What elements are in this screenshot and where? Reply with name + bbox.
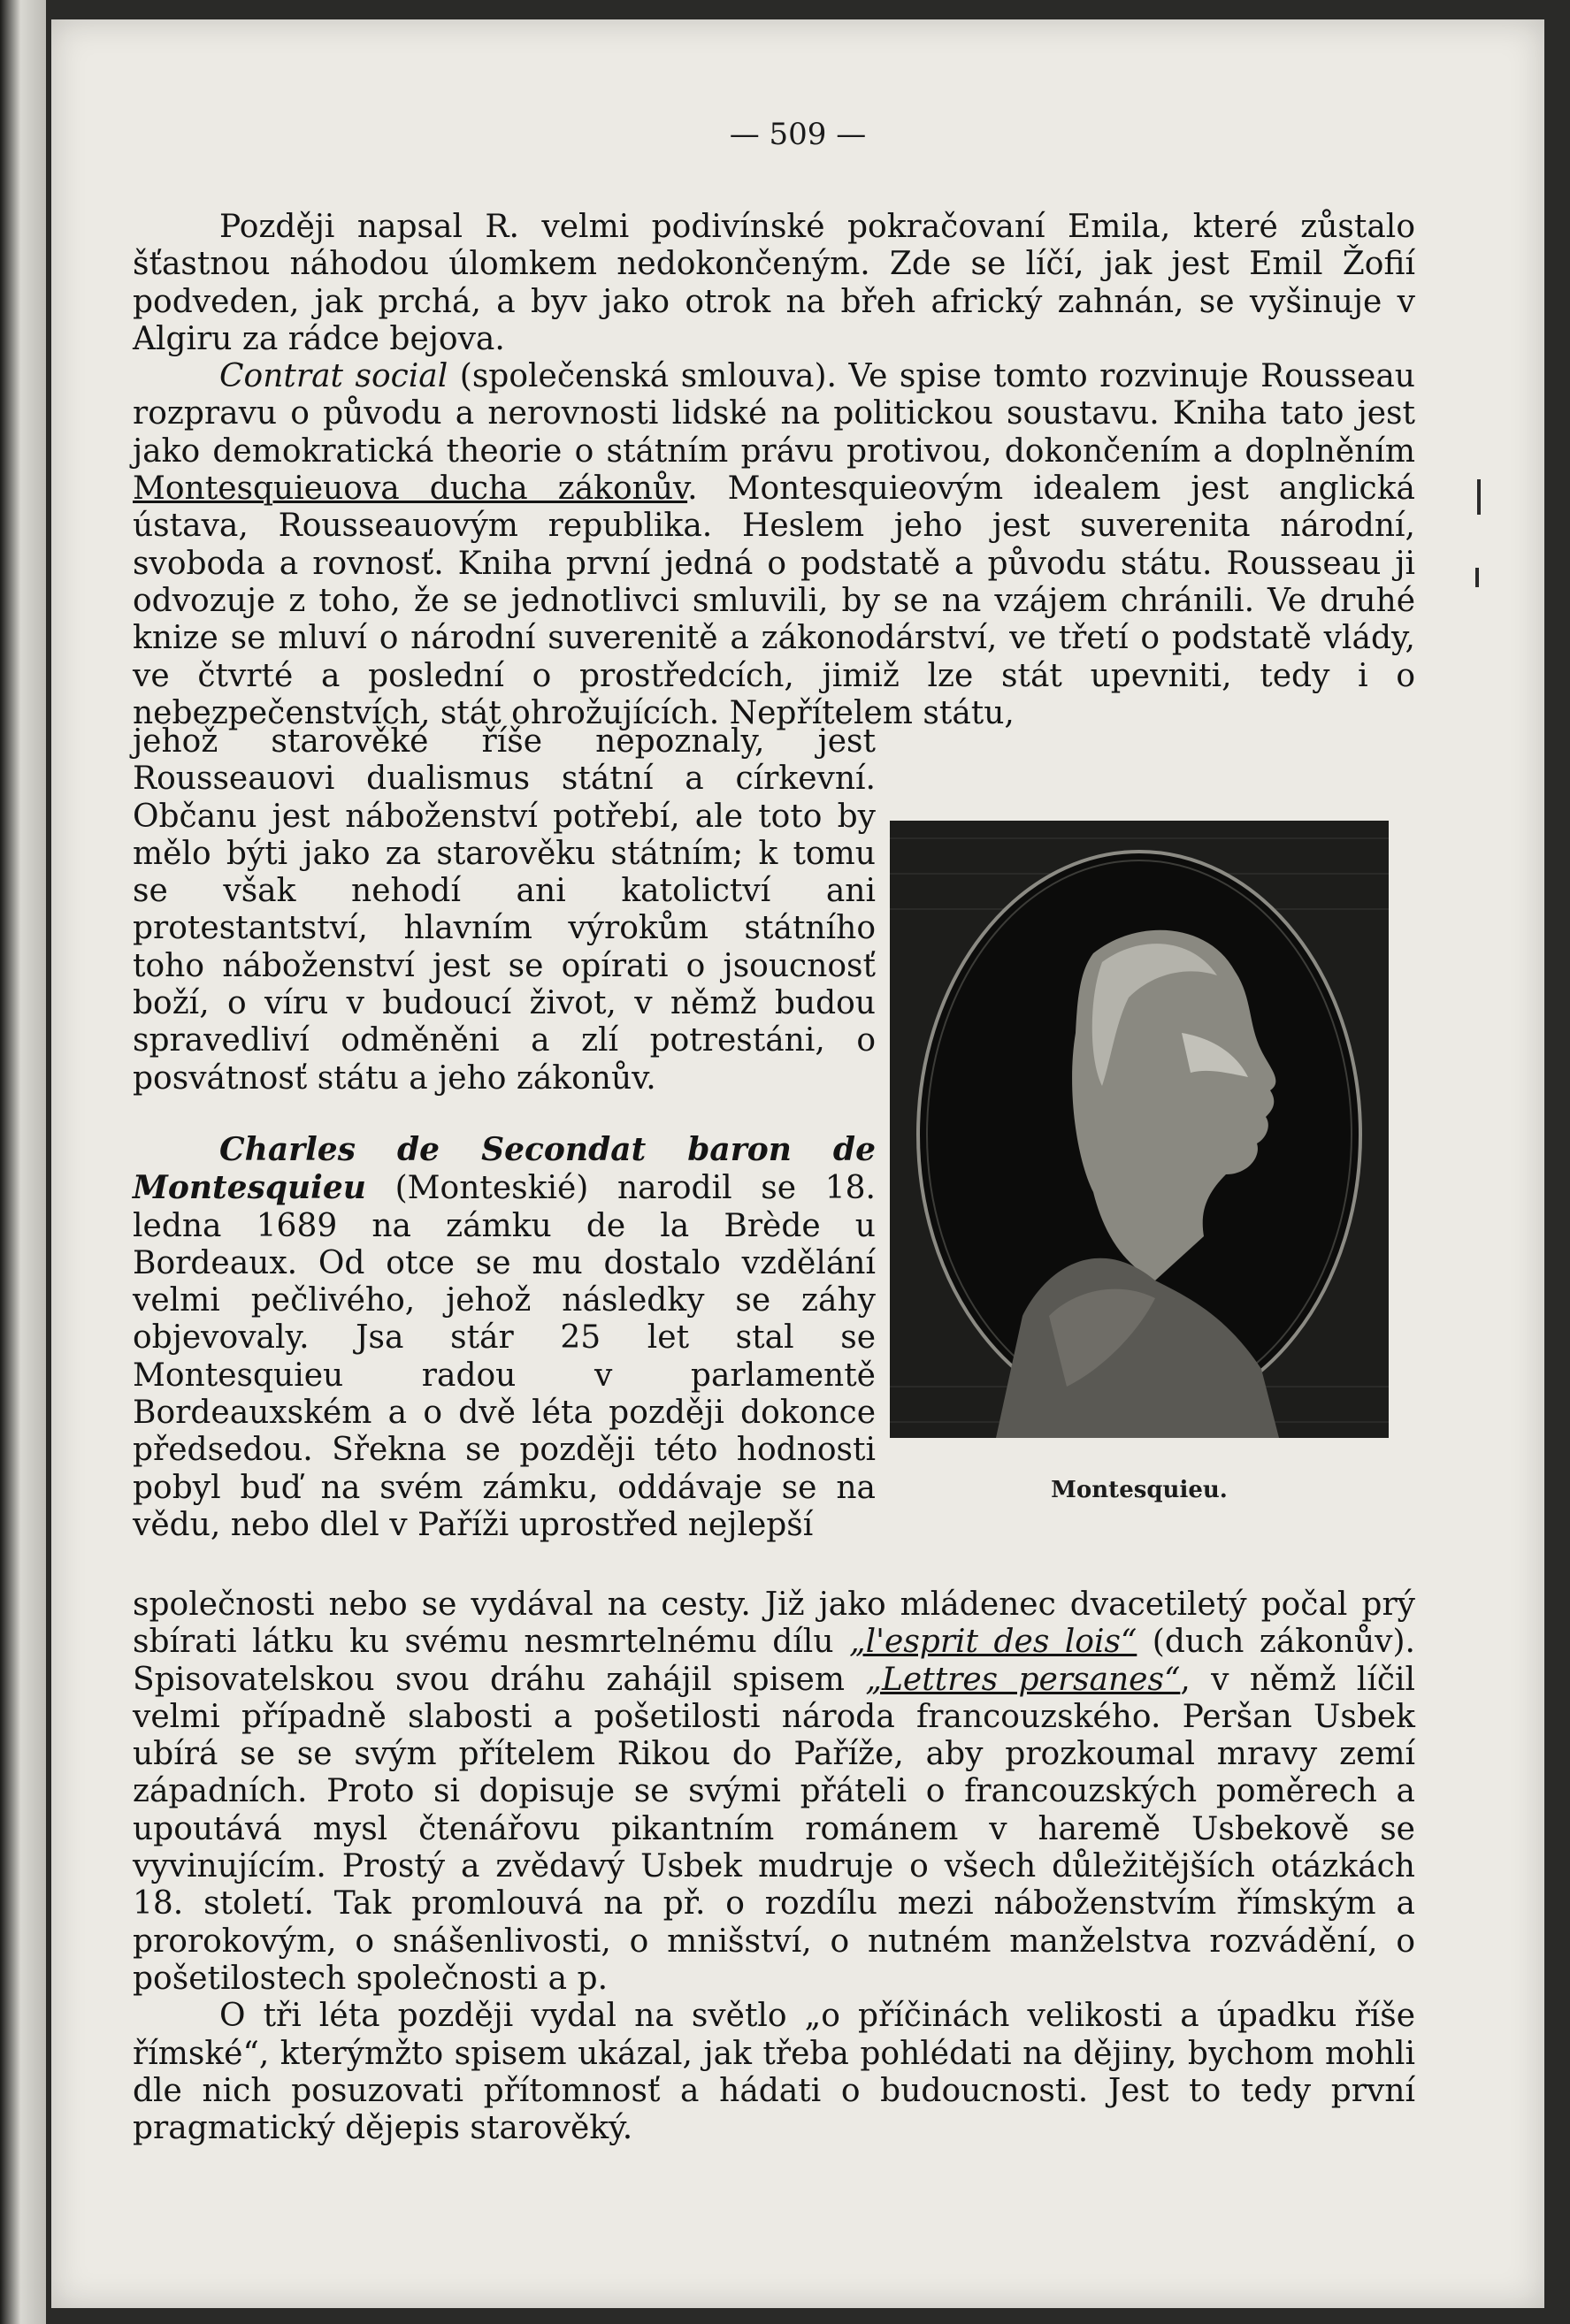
montesquieu-portrait [890,821,1389,1438]
top-text-block [133,209,1415,732]
book-page [51,19,1544,2308]
contrat-text-1: (společenská smlouva). Ve spise tomto rozvinuje Rousseau rozpravu o původu a nerovnosti lidské na politickou soustavu. Kniha tato jest jako demokratická theorie o státním právu protivou, dokončením a doplněním [133,358,1415,470]
works-text-b: (duch zákonův). Spisovatelskou svou dráhu zahájil spisem [133,1624,1415,1698]
works-text-a: společnosti nebo se vydával na cesty. Již jako mládenec dvacetiletý počal prý sbírati látku ku svému nesmrtelnému dílu [133,1586,1415,1661]
paragraph-montesquieu-bio [133,1131,876,1544]
left-column-text [133,723,876,1544]
paragraph-works [133,1586,1415,1998]
paragraph-emile: Později napsal R. velmi podivínské pokračovaní Emila, které zůstalo šťastnou náhodou úlomkem nedokončeným. Zde se líčí, jak jest Emil Žofií podveden, jak prchá, a byv jako otrok na břeh africký zahnán, se vyšinuje v Algiru za rádce bejova. [133,209,1415,357]
paragraph-roman-history [133,1998,1415,2147]
montesquieu-spirit-underlined: Montesquieuova ducha zákonův [133,470,688,508]
portrait-engraving-icon [890,821,1389,1438]
paragraph-contrat-social [133,358,1415,732]
page-number: — 509 — [729,117,867,152]
portrait-caption: Montesquieu. [1051,1477,1228,1503]
montesquieu-bio-text: (Monteskié) narodil se 18. ledna 1689 na zámku de la Brède u Bordeaux. Od otce se mu dostalo vzdělání velmi pečlivého, jehož následky se záhy objevovaly. Jsa stár 25 let stal se Montesquieu radou v parlamentě Bordeauxském a o dvě léta později dokonce předsedou. Sřekna se později této hodnosti pobyl buď na svém zámku, oddávaje se na vědu, nebo dlel v Paříži uprostřed nejlepší [133,1170,876,1543]
roman-history-title: „o příčinách velikosti a úpadku říše římské“ [133,1998,1415,2072]
paragraph-dualism: jehož starověké říše nepoznaly, jest Rousseauovi dualismus státní a církevní. Občanu jest náboženství potřebí, ale toto by mělo býti jako za starověku státním; k tomu se však nehodí ani katolictví ani protestantství, hlavním výrokům státního toho náboženství jest se opírati o jsoucnosť boží, o víru v budoucí život, v němž budou spravedliví odměněni a zlí potrestáni, o posvátnosť státu a jeho zákonův. [133,723,876,1097]
esprit-des-lois-title: „l'esprit des lois“ [848,1624,1137,1661]
roman-text-a: O tři léta později vydal na světlo [219,1998,805,2035]
bottom-text-block [133,1586,1415,2147]
margin-mark [1477,479,1481,515]
montesquieu-full-name: Charles de Secondat baron de Montesquieu [133,1130,876,1207]
contrat-social-title: Contrat social [219,358,448,395]
previous-page-edge [0,0,46,2324]
works-text-c: , v němž líčil velmi případně slabosti a pošetilosti národa francouzského. Peršan Usbek ubírá se se svým přítelem Rikou do Paříže, aby prozkoumal mravy zemí západních. Proto si dopisuje se svými přáteli o francouzských poměrech a upoutává mysl čtenářovu pikantním románem v haremě Usbekově se vyvinujícím. Prostý a zvědavý Usbek mudruje o všech důležitějších otázkách 18. století. Tak promlouvá na př. o rozdílu mezi náboženstvím římským a prorokovým, o snášenlivosti, o mnišství, o nutném manželstva rozvádění, o pošetilostech společnosti a p. [133,1661,1416,1997]
roman-text-b: , kterýmžto spisem ukázal, jak třeba pohlédati na dějiny, bychom mohli dle nich posuzovati přítomnosť a hádati o budoucnosti. Jest to tedy první pragmatický dějepis starověký. [133,2035,1415,2147]
margin-mark [1475,568,1479,587]
contrat-text-2: . Montesquieovým idealem jest anglická ústava, Rousseauovým republika. Heslem jeho jest suverenita národní, svoboda a rovnosť. Kniha první jedná o podstatě a původu státu. Rousseau ji odvozuje z toho, že se jednotlivci smluvili, by se na vzájem chránili. Ve druhé knize se mluví o národní suverenitě a zákonodárství, ve třetí o podstatě vlády, ve čtvrté a poslední o prostředcích, jimiž lze stát upevniti, tedy i o nebezpečenstvích, stát ohrožujících. Nepřítelem státu, [133,470,1415,731]
lettres-persanes-title: „Lettres persanes“ [865,1661,1181,1698]
